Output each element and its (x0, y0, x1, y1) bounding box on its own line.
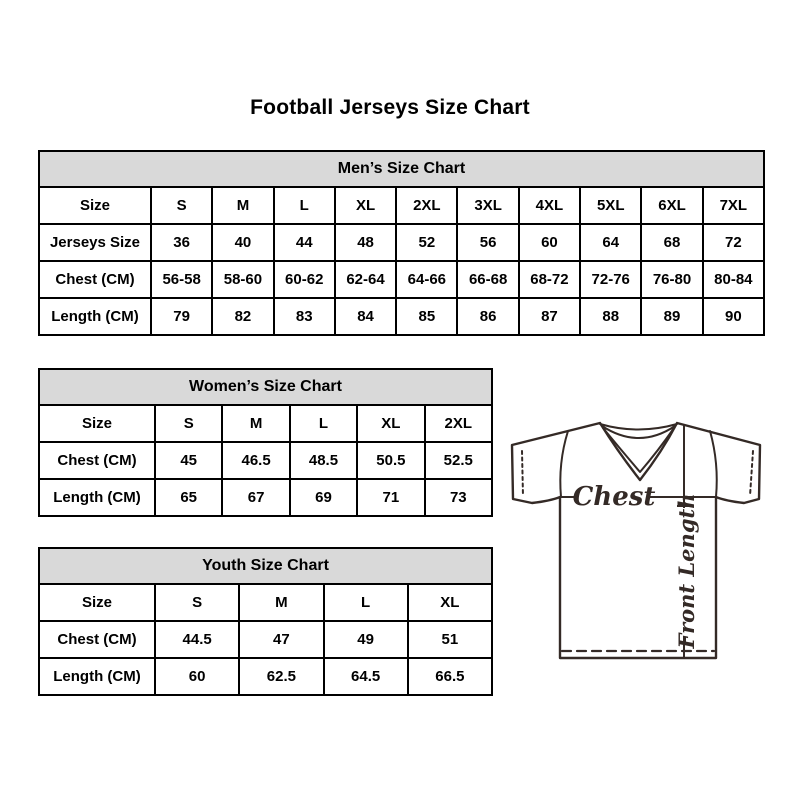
table-value-cell: 52.5 (425, 442, 492, 479)
table-value-cell: 89 (641, 298, 702, 335)
table-header-cell: 6XL (641, 187, 702, 224)
table-value-cell: 50.5 (357, 442, 424, 479)
table-header-cell: S (155, 405, 222, 442)
womens-size-table (38, 368, 493, 517)
table-header-cell: 4XL (519, 187, 580, 224)
table-value-cell: 72 (703, 224, 764, 261)
table-value-cell: 87 (519, 298, 580, 335)
table-header-cell: S (151, 187, 212, 224)
table-header-cell: Size (39, 187, 151, 224)
youth-size-table (38, 547, 493, 696)
table-header-cell: M (222, 405, 289, 442)
table-value-cell: 62-64 (335, 261, 396, 298)
table-value-cell: 62.5 (239, 658, 323, 695)
table-header-cell: Length (CM) (39, 298, 151, 335)
jersey-outline (512, 423, 760, 658)
table-header-cell: Chest (CM) (39, 621, 155, 658)
table-header-cell: L (290, 405, 357, 442)
table-header-cell: 5XL (580, 187, 641, 224)
table-value-cell: 69 (290, 479, 357, 516)
table-value-cell: 68 (641, 224, 702, 261)
table-title-row (39, 548, 492, 584)
table-header-cell: XL (408, 584, 492, 621)
table-header-cell: 7XL (703, 187, 764, 224)
table-value-cell: 68-72 (519, 261, 580, 298)
table-value-cell: 48.5 (290, 442, 357, 479)
table-value-cell: 64 (580, 224, 641, 261)
table-header-cell: Size (39, 584, 155, 621)
table-value-cell: 80-84 (703, 261, 764, 298)
table-value-cell: 52 (396, 224, 457, 261)
table-value-cell: 47 (239, 621, 323, 658)
table-row (39, 621, 492, 658)
front-length-label: Front Length (674, 493, 699, 649)
table-title-row (39, 151, 764, 187)
table-row (39, 442, 492, 479)
table-value-cell: 83 (274, 298, 335, 335)
table-value-cell: 56 (457, 224, 518, 261)
table-header-cell: M (212, 187, 273, 224)
table-header-cell: Chest (CM) (39, 261, 151, 298)
table-value-cell: 64-66 (396, 261, 457, 298)
table-header-cell: M (239, 584, 323, 621)
table-value-cell: 49 (324, 621, 408, 658)
table-header-cell: 2XL (396, 187, 457, 224)
table-header-cell: 2XL (425, 405, 492, 442)
table-value-cell: 86 (457, 298, 518, 335)
table-header-cell: Size (39, 405, 155, 442)
table-row (39, 479, 492, 516)
table-header-cell: 3XL (457, 187, 518, 224)
jersey-measurement-diagram (498, 398, 798, 678)
table-header-cell: Length (CM) (39, 658, 155, 695)
table-value-cell: 88 (580, 298, 641, 335)
table-value-cell: 79 (151, 298, 212, 335)
table-value-cell: 66-68 (457, 261, 518, 298)
table-header-cell: L (274, 187, 335, 224)
table-value-cell: 51 (408, 621, 492, 658)
mens-size-table (38, 150, 765, 336)
table-value-cell: 66.5 (408, 658, 492, 695)
table-header-cell: Length (CM) (39, 479, 155, 516)
table-row (39, 187, 764, 224)
table-value-cell: 60 (519, 224, 580, 261)
table-value-cell: 44.5 (155, 621, 239, 658)
table-value-cell: 58-60 (212, 261, 273, 298)
womens-table-title: Women’s Size Chart (39, 369, 492, 405)
page-title: Football Jerseys Size Chart (250, 96, 530, 119)
table-value-cell: 90 (703, 298, 764, 335)
table-value-cell: 82 (212, 298, 273, 335)
table-value-cell: 64.5 (324, 658, 408, 695)
table-value-cell: 36 (151, 224, 212, 261)
table-value-cell: 60-62 (274, 261, 335, 298)
chest-label: Chest (572, 482, 656, 512)
table-header-cell: Chest (CM) (39, 442, 155, 479)
table-value-cell: 65 (155, 479, 222, 516)
table-header-cell: XL (357, 405, 424, 442)
table-header-cell: S (155, 584, 239, 621)
table-value-cell: 60 (155, 658, 239, 695)
table-row (39, 224, 764, 261)
table-value-cell: 45 (155, 442, 222, 479)
table-row (39, 298, 764, 335)
table-title-row (39, 369, 492, 405)
youth-table-title: Youth Size Chart (39, 548, 492, 584)
table-header-cell: L (324, 584, 408, 621)
table-value-cell: 76-80 (641, 261, 702, 298)
table-header-cell: Jerseys Size (39, 224, 151, 261)
mens-table-title: Men’s Size Chart (39, 151, 764, 187)
table-value-cell: 67 (222, 479, 289, 516)
table-value-cell: 85 (396, 298, 457, 335)
table-value-cell: 73 (425, 479, 492, 516)
table-value-cell: 46.5 (222, 442, 289, 479)
table-value-cell: 44 (274, 224, 335, 261)
table-value-cell: 48 (335, 224, 396, 261)
table-value-cell: 72-76 (580, 261, 641, 298)
table-row (39, 658, 492, 695)
table-row (39, 584, 492, 621)
table-value-cell: 40 (212, 224, 273, 261)
table-value-cell: 56-58 (151, 261, 212, 298)
table-value-cell: 71 (357, 479, 424, 516)
table-row (39, 261, 764, 298)
table-row (39, 405, 492, 442)
table-header-cell: XL (335, 187, 396, 224)
table-value-cell: 84 (335, 298, 396, 335)
